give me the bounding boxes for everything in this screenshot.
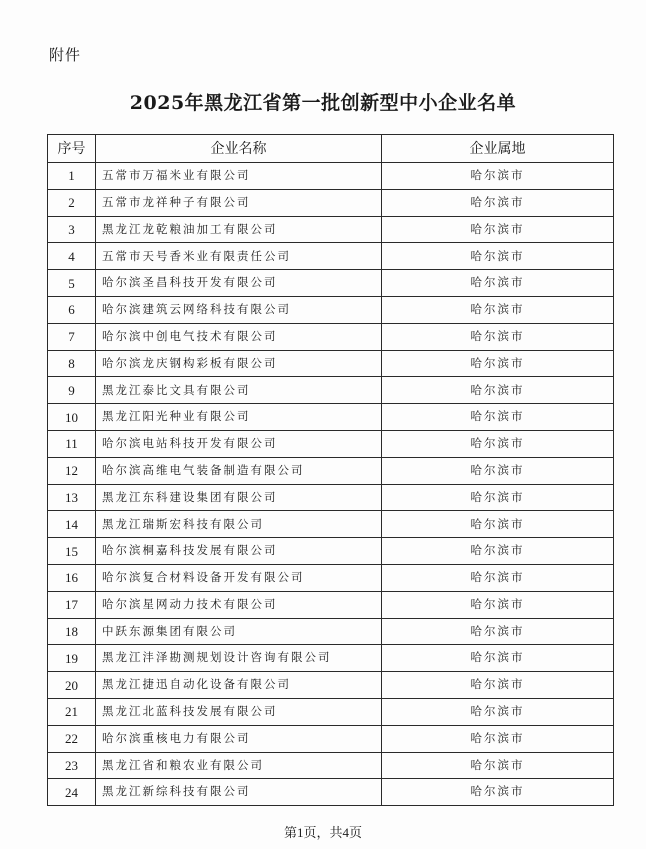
row-serial-number: 4 [48, 243, 96, 270]
row-serial-number: 10 [48, 404, 96, 431]
row-enterprise-name: 哈尔滨桐嘉科技发展有限公司 [96, 538, 382, 565]
row-enterprise-name: 哈尔滨电站科技开发有限公司 [96, 430, 382, 457]
row-serial-number: 24 [48, 779, 96, 806]
table-header-row [48, 135, 614, 163]
table-body [48, 163, 614, 806]
header-enterprise-location: 企业属地 [382, 135, 614, 163]
row-enterprise-location: 哈尔滨市 [382, 323, 614, 350]
row-serial-number: 19 [48, 645, 96, 672]
table-row [48, 243, 614, 270]
table-row [48, 430, 614, 457]
row-enterprise-name: 哈尔滨星网动力技术有限公司 [96, 591, 382, 618]
row-enterprise-name: 中跃东源集团有限公司 [96, 618, 382, 645]
row-serial-number: 18 [48, 618, 96, 645]
row-enterprise-name: 五常市天号香米业有限责任公司 [96, 243, 382, 270]
row-enterprise-location: 哈尔滨市 [382, 645, 614, 672]
row-enterprise-name: 黑龙江泰比文具有限公司 [96, 377, 382, 404]
row-enterprise-name: 五常市万福米业有限公司 [96, 163, 382, 190]
row-enterprise-location: 哈尔滨市 [382, 270, 614, 297]
row-serial-number: 6 [48, 296, 96, 323]
row-enterprise-location: 哈尔滨市 [382, 430, 614, 457]
table-row [48, 725, 614, 752]
row-enterprise-location: 哈尔滨市 [382, 484, 614, 511]
row-enterprise-name: 黑龙江阳光种业有限公司 [96, 404, 382, 431]
row-enterprise-location: 哈尔滨市 [382, 404, 614, 431]
row-enterprise-location: 哈尔滨市 [382, 457, 614, 484]
row-serial-number: 15 [48, 538, 96, 565]
row-enterprise-name: 黑龙江沣泽勘测规划设计咨询有限公司 [96, 645, 382, 672]
row-enterprise-location: 哈尔滨市 [382, 618, 614, 645]
row-enterprise-location: 哈尔滨市 [382, 752, 614, 779]
row-serial-number: 11 [48, 430, 96, 457]
row-enterprise-name: 黑龙江捷迅自动化设备有限公司 [96, 672, 382, 699]
row-enterprise-location: 哈尔滨市 [382, 698, 614, 725]
row-enterprise-name: 哈尔滨复合材料设备开发有限公司 [96, 564, 382, 591]
table-row [48, 296, 614, 323]
row-serial-number: 3 [48, 216, 96, 243]
row-enterprise-location: 哈尔滨市 [382, 672, 614, 699]
row-enterprise-location: 哈尔滨市 [382, 511, 614, 538]
row-enterprise-location: 哈尔滨市 [382, 377, 614, 404]
header-enterprise-name: 企业名称 [96, 135, 382, 163]
table-row [48, 779, 614, 806]
row-enterprise-location: 哈尔滨市 [382, 591, 614, 618]
row-enterprise-location: 哈尔滨市 [382, 189, 614, 216]
row-serial-number: 13 [48, 484, 96, 511]
row-enterprise-location: 哈尔滨市 [382, 216, 614, 243]
table-row [48, 163, 614, 190]
table-row [48, 645, 614, 672]
row-enterprise-location: 哈尔滨市 [382, 564, 614, 591]
row-enterprise-location: 哈尔滨市 [382, 243, 614, 270]
row-serial-number: 8 [48, 350, 96, 377]
row-enterprise-name: 黑龙江省和粮农业有限公司 [96, 752, 382, 779]
table-row [48, 350, 614, 377]
row-enterprise-name: 黑龙江新综科技有限公司 [96, 779, 382, 806]
row-enterprise-name: 哈尔滨龙庆钢构彩板有限公司 [96, 350, 382, 377]
row-serial-number: 5 [48, 270, 96, 297]
row-enterprise-location: 哈尔滨市 [382, 163, 614, 190]
row-enterprise-name: 哈尔滨高维电气装备制造有限公司 [96, 457, 382, 484]
row-serial-number: 2 [48, 189, 96, 216]
row-enterprise-name: 黑龙江东科建设集团有限公司 [96, 484, 382, 511]
row-serial-number: 9 [48, 377, 96, 404]
page-footer: 第1页，共4页 [283, 825, 362, 840]
row-enterprise-name: 五常市龙祥种子有限公司 [96, 189, 382, 216]
table-row [48, 591, 614, 618]
row-enterprise-name: 哈尔滨重核电力有限公司 [96, 725, 382, 752]
row-enterprise-name: 哈尔滨圣昌科技开发有限公司 [96, 270, 382, 297]
attachment-label: 附件 [49, 46, 82, 64]
row-enterprise-location: 哈尔滨市 [382, 725, 614, 752]
table-row [48, 484, 614, 511]
row-enterprise-location: 哈尔滨市 [382, 296, 614, 323]
row-serial-number: 12 [48, 457, 96, 484]
table-row [48, 752, 614, 779]
table-row [48, 564, 614, 591]
row-enterprise-name: 黑龙江龙乾粮油加工有限公司 [96, 216, 382, 243]
row-serial-number: 1 [48, 163, 96, 190]
row-serial-number: 17 [48, 591, 96, 618]
row-enterprise-name: 黑龙江瑞斯宏科技有限公司 [96, 511, 382, 538]
table-row [48, 189, 614, 216]
row-serial-number: 14 [48, 511, 96, 538]
row-serial-number: 7 [48, 323, 96, 350]
header-serial-number: 序号 [48, 135, 96, 163]
table-row [48, 404, 614, 431]
row-serial-number: 22 [48, 725, 96, 752]
row-enterprise-name: 哈尔滨建筑云网络科技有限公司 [96, 296, 382, 323]
page-title: 2025年黑龙江省第一批创新型中小企业名单 [129, 92, 517, 114]
table-row [48, 323, 614, 350]
table-row [48, 270, 614, 297]
table-row [48, 618, 614, 645]
table-row [48, 457, 614, 484]
enterprise-table [47, 134, 614, 806]
table-row [48, 672, 614, 699]
row-enterprise-name: 哈尔滨中创电气技术有限公司 [96, 323, 382, 350]
table-row [48, 377, 614, 404]
row-enterprise-location: 哈尔滨市 [382, 538, 614, 565]
row-serial-number: 16 [48, 564, 96, 591]
table-row [48, 511, 614, 538]
row-enterprise-location: 哈尔滨市 [382, 779, 614, 806]
table-row [48, 216, 614, 243]
row-serial-number: 21 [48, 698, 96, 725]
row-serial-number: 20 [48, 672, 96, 699]
row-enterprise-location: 哈尔滨市 [382, 350, 614, 377]
table-row [48, 538, 614, 565]
table-row [48, 698, 614, 725]
row-enterprise-name: 黑龙江北蓝科技发展有限公司 [96, 698, 382, 725]
row-serial-number: 23 [48, 752, 96, 779]
